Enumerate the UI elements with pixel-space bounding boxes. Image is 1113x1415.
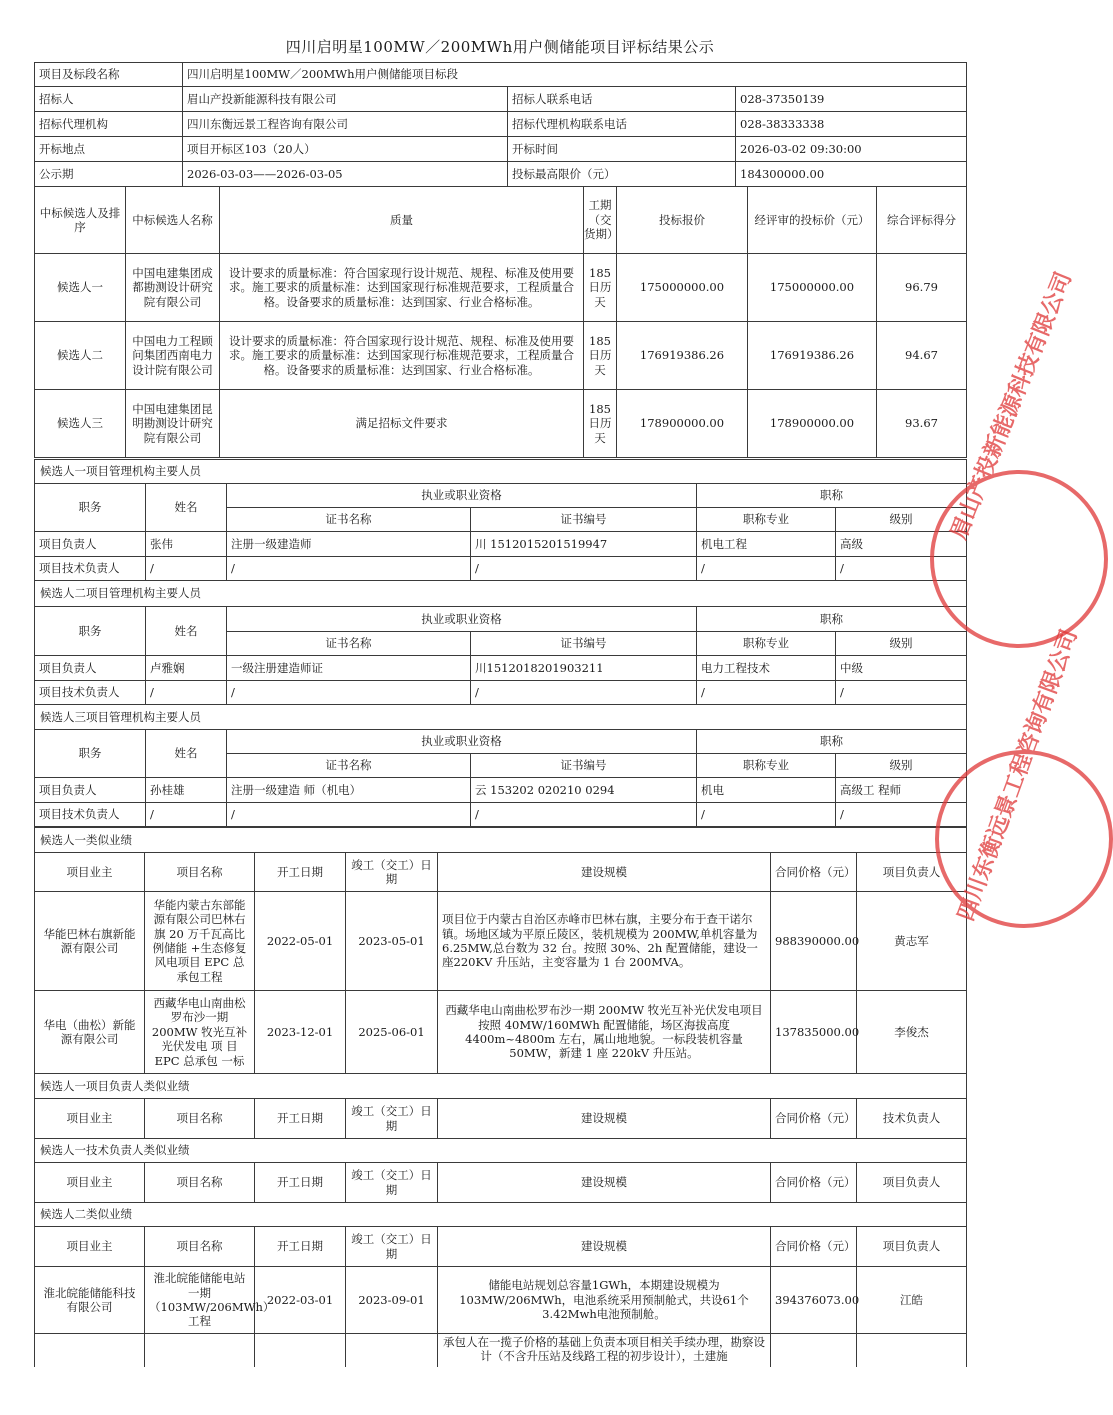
- cand-header-rank: 中标候选人及排序: [35, 187, 126, 254]
- staff-pos: 项目负责人: [35, 532, 146, 557]
- info-value-agency: 四川东衡远景工程咨询有限公司: [183, 112, 508, 137]
- perf-manager: 李俊杰: [857, 991, 967, 1074]
- perf-start: 2022-05-01: [255, 892, 346, 991]
- perf-scale: 承包人在一揽子价格的基础上负责本项目相关手续办理，勘察设计（不含升压站及线路工程的初步设计），土建施: [438, 1334, 771, 1404]
- perf-header-tech-manager: 技术负责人: [857, 1099, 967, 1139]
- staff-header-cert-name: 证书名称: [227, 754, 471, 778]
- perf-header-price: 合同价格（元）: [771, 853, 857, 892]
- staff-row: [35, 656, 967, 681]
- cand-score: 94.67: [877, 322, 967, 390]
- info-label-agency-phone: 招标代理机构联系电话: [508, 112, 736, 137]
- cand-rank: 候选人一: [35, 254, 126, 322]
- perf-header-price: 合同价格（元）: [771, 1163, 857, 1203]
- cand-name: 中国电力工程顾问集团西南电力设计院有限公司: [126, 322, 220, 390]
- staff-pos: 项目负责人: [35, 656, 146, 681]
- perf-section-title: 候选人一类似业绩: [35, 828, 967, 853]
- perf-header-start: 开工日期: [255, 853, 346, 892]
- staff-header-level: 级别: [836, 632, 967, 656]
- info-value-project: 四川启明星100MW／200MWh用户侧储能项目标段: [183, 63, 967, 87]
- staff-table-2: [34, 580, 967, 705]
- staff-cert: /: [227, 681, 471, 705]
- staff-name: 卢雅娴: [146, 656, 227, 681]
- info-value-open-time: 2026-03-02 09:30:00: [736, 137, 967, 162]
- perf-manager: 江皓: [857, 1267, 967, 1334]
- cand-quality: 设计要求的质量标准：符合国家现行设计规范、规程、标准及使用要求。施工要求的质量标准：达到国家现行标准规范要求，工程质量合格。设备要求的质量标准：达到国家、行业合格标准。: [220, 254, 584, 322]
- cand-evaluated: 178900000.00: [748, 390, 877, 458]
- perf-project: 淮北皖能储能电站一期（103MW/206MWh）工程: [145, 1267, 255, 1334]
- staff-level: 高级工 程师: [836, 778, 967, 803]
- staff-header-specialty: 职称专业: [697, 508, 836, 532]
- staff-cert-no: /: [471, 681, 697, 705]
- perf-owner: 淮北皖能储能科技有限公司: [35, 1267, 145, 1334]
- staff-row: [35, 778, 967, 803]
- info-label-period: 公示期: [35, 162, 183, 187]
- staff-level: /: [836, 803, 967, 827]
- cand-score: 96.79: [877, 254, 967, 322]
- candidates-table: [34, 186, 967, 458]
- info-table: [34, 62, 967, 187]
- staff-level: 中级: [836, 656, 967, 681]
- tenderer-seal: [930, 268, 1108, 648]
- perf-row: [35, 892, 967, 991]
- staff-spec: 电力工程技术: [697, 656, 836, 681]
- staff-section-title: 候选人一项目管理机构主要人员: [35, 460, 967, 484]
- perf-finish: 2023-05-01: [346, 892, 438, 991]
- candidate-row: [35, 254, 967, 322]
- info-value-tenderer-phone: 028-37350139: [736, 87, 967, 112]
- staff-level: 高级: [836, 532, 967, 557]
- staff-header-cert-no: 证书编号: [471, 754, 697, 778]
- staff-header-cert-name: 证书名称: [227, 508, 471, 532]
- staff-header-level: 级别: [836, 508, 967, 532]
- info-label-open-time: 开标时间: [508, 137, 736, 162]
- cand-bid: 176919386.26: [617, 322, 748, 390]
- staff-header-qualification: 执业或职业资格: [227, 607, 697, 632]
- staff-level: /: [836, 681, 967, 705]
- perf-row: [35, 991, 967, 1074]
- staff-spec: /: [697, 681, 836, 705]
- cand-period: 185日历天: [584, 390, 617, 458]
- performance-table: [34, 827, 967, 1404]
- perf-header-manager: 项目负责人: [857, 853, 967, 892]
- staff-header-cert-name: 证书名称: [227, 632, 471, 656]
- perf-finish: 2023-09-01: [346, 1267, 438, 1334]
- info-value-max-price: 184300000.00: [736, 162, 967, 187]
- perf-header-finish: 竣工（交工）日期: [346, 1163, 438, 1203]
- staff-header-level: 级别: [836, 754, 967, 778]
- perf-owner: 华电（曲松）新能源有限公司: [35, 991, 145, 1074]
- staff-spec: /: [697, 557, 836, 581]
- staff-name: /: [146, 803, 227, 827]
- perf-header-start: 开工日期: [255, 1227, 346, 1267]
- staff-pos: 项目技术负责人: [35, 803, 146, 827]
- perf-header-owner: 项目业主: [35, 1099, 145, 1139]
- staff-header-title: 职称: [697, 730, 967, 754]
- staff-name: /: [146, 681, 227, 705]
- cand-bid: 175000000.00: [617, 254, 748, 322]
- perf-manager: 黄志军: [857, 892, 967, 991]
- perf-header-finish: 竣工（交工）日期: [346, 853, 438, 892]
- staff-cert: /: [227, 803, 471, 827]
- cand-header-name: 中标候选人名称: [126, 187, 220, 254]
- perf-header-owner: 项目业主: [35, 853, 145, 892]
- info-label-max-price: 投标最高限价（元）: [508, 162, 736, 187]
- info-label-tenderer: 招标人: [35, 87, 183, 112]
- perf-header-project: 项目名称: [145, 1227, 255, 1267]
- cand-evaluated: 176919386.26: [748, 322, 877, 390]
- perf-header-price: 合同价格（元）: [771, 1099, 857, 1139]
- cand-score: 93.67: [877, 390, 967, 458]
- staff-cert-no: 云 153202 020210 0294: [471, 778, 697, 803]
- staff-name: /: [146, 557, 227, 581]
- staff-header-position: 职务: [35, 607, 146, 656]
- perf-price: 394376073.00: [771, 1267, 857, 1334]
- staff-name: 张伟: [146, 532, 227, 557]
- perf-header-scale: 建设规模: [438, 1163, 771, 1203]
- perf-scale: 项目位于内蒙古自治区赤峰市巴林右旗，主要分布于查干诺尔镇。场地区域为平原丘陵区，装机规模为 200MW,单机容量为6.25MW,总台数为 32 台。按照 30%、2h 配置储能，建设一座220KV 升压站，主变容量为 1 台 200MVA。: [438, 892, 771, 991]
- perf-header-manager: 项目负责人: [857, 1163, 967, 1203]
- staff-pos: 项目技术负责人: [35, 557, 146, 581]
- agency-seal-text: 四川东衡远景工程咨询有限公司: [953, 626, 1083, 925]
- perf-row: [35, 1267, 967, 1334]
- staff-spec: 机电工程: [697, 532, 836, 557]
- info-label-tenderer-phone: 招标人联系电话: [508, 87, 736, 112]
- staff-cert-no: /: [471, 803, 697, 827]
- cand-bid: 178900000.00: [617, 390, 748, 458]
- cand-period: 185日历天: [584, 322, 617, 390]
- staff-header-qualification: 执业或职业资格: [227, 730, 697, 754]
- staff-header-qualification: 执业或职业资格: [227, 484, 697, 508]
- staff-name: 孙桂雄: [146, 778, 227, 803]
- perf-section-title: 候选人一项目负责人类似业绩: [35, 1074, 967, 1099]
- staff-header-title: 职称: [697, 484, 967, 508]
- info-label-project: 项目及标段名称: [35, 63, 183, 87]
- cand-header-period: 工期（交货期）: [584, 187, 617, 254]
- perf-header-price: 合同价格（元）: [771, 1227, 857, 1267]
- staff-row: [35, 557, 967, 581]
- perf-price: 137835000.00: [771, 991, 857, 1074]
- perf-owner: 华能巴林右旗新能源有限公司: [35, 892, 145, 991]
- perf-project: 华能内蒙古东部能源有限公司巴林右旗 20 万千瓦高比例储能 +生态修复风电项目 EPC 总承包工程: [145, 892, 255, 991]
- staff-header-specialty: 职称专业: [697, 754, 836, 778]
- cand-rank: 候选人二: [35, 322, 126, 390]
- cand-name: 中国电建集团昆明勘测设计研究院有限公司: [126, 390, 220, 458]
- info-value-location: 项目开标区103（20人）: [183, 137, 508, 162]
- agency-seal: [935, 626, 1113, 928]
- perf-scale: 储能电站规划总容量1GWh，本期建设规模为103MW/206MWh，电池系统采用预制舱式，共设61个3.42Mwh电池预制舱。: [438, 1267, 771, 1334]
- perf-header-project: 项目名称: [145, 1163, 255, 1203]
- perf-header-start: 开工日期: [255, 1099, 346, 1139]
- staff-spec: 机电: [697, 778, 836, 803]
- info-value-period: 2026-03-03——2026-03-05: [183, 162, 508, 187]
- perf-start: 2023-12-01: [255, 991, 346, 1074]
- perf-header-finish: 竣工（交工）日期: [346, 1227, 438, 1267]
- staff-cert: 注册一级建造师: [227, 532, 471, 557]
- cand-header-bid: 投标报价: [617, 187, 748, 254]
- cand-name: 中国电建集团成都勘测设计研究院有限公司: [126, 254, 220, 322]
- staff-cert: 一级注册建造师证: [227, 656, 471, 681]
- staff-pos: 项目负责人: [35, 778, 146, 803]
- staff-header-position: 职务: [35, 484, 146, 532]
- staff-row: [35, 803, 967, 827]
- cand-header-score: 综合评标得分: [877, 187, 967, 254]
- staff-row: [35, 532, 967, 557]
- candidate-row: [35, 390, 967, 458]
- perf-scale: 西藏华电山南曲松罗布沙一期 200MW 牧光互补光伏发电项目按照 40MW/160MWh 配置储能，场区海拔高度4400m~4800m 左右，属山地地貌。一标段装机容量50MW，新建 1 座 220kV 升压站。: [438, 991, 771, 1074]
- staff-header-cert-no: 证书编号: [471, 632, 697, 656]
- perf-header-project: 项目名称: [145, 853, 255, 892]
- staff-cert: 注册一级建造 师（机电）: [227, 778, 471, 803]
- cand-rank: 候选人三: [35, 390, 126, 458]
- staff-cert-no: 川1512018201903211: [471, 656, 697, 681]
- staff-row: [35, 681, 967, 705]
- perf-project: 西藏华电山南曲松罗布沙一期 200MW 牧光互补光伏发电 项 目 EPC 总承包 一标: [145, 991, 255, 1074]
- perf-header-owner: 项目业主: [35, 1163, 145, 1203]
- staff-section-title: 候选人二项目管理机构主要人员: [35, 581, 967, 607]
- page-bottom-margin: [0, 1367, 1000, 1415]
- perf-section-title: 候选人二类似业绩: [35, 1203, 967, 1227]
- page-title: 四川启明星100MW／200MWh用户侧储能项目评标结果公示: [285, 38, 715, 56]
- cand-quality: 设计要求的质量标准：符合国家现行设计规范、规程、标准及使用要求。施工要求的质量标准：达到国家现行标准规范要求，工程质量合格。设备要求的质量标准：达到国家、行业合格标准。: [220, 322, 584, 390]
- staff-header-name: 姓名: [146, 607, 227, 656]
- cand-header-evaluated: 经评审的投标价（元）: [748, 187, 877, 254]
- staff-level: /: [836, 557, 967, 581]
- staff-spec: /: [697, 803, 836, 827]
- staff-header-name: 姓名: [146, 730, 227, 778]
- perf-header-manager: 项目负责人: [857, 1227, 967, 1267]
- info-label-location: 开标地点: [35, 137, 183, 162]
- staff-header-title: 职称: [697, 607, 967, 632]
- staff-header-specialty: 职称专业: [697, 632, 836, 656]
- perf-header-scale: 建设规模: [438, 1099, 771, 1139]
- info-label-agency: 招标代理机构: [35, 112, 183, 137]
- staff-cert: /: [227, 557, 471, 581]
- staff-cert-no: /: [471, 557, 697, 581]
- perf-section-title: 候选人一技术负责人类似业绩: [35, 1139, 967, 1163]
- candidate-row: [35, 322, 967, 390]
- perf-price: 988390000.00: [771, 892, 857, 991]
- perf-start: 2022-03-01: [255, 1267, 346, 1334]
- tenderer-seal-text: 眉山产投新能源科技有限公司: [946, 268, 1077, 544]
- perf-header-scale: 建设规模: [438, 853, 771, 892]
- staff-pos: 项目技术负责人: [35, 681, 146, 705]
- staff-header-position: 职务: [35, 730, 146, 778]
- staff-cert-no: 川 1512015201519947: [471, 532, 697, 557]
- perf-header-owner: 项目业主: [35, 1227, 145, 1267]
- cand-evaluated: 175000000.00: [748, 254, 877, 322]
- perf-finish: 2025-06-01: [346, 991, 438, 1074]
- perf-header-start: 开工日期: [255, 1163, 346, 1203]
- perf-header-finish: 竣工（交工）日期: [346, 1099, 438, 1139]
- cand-header-quality: 质量: [220, 187, 584, 254]
- staff-table-3: [34, 704, 967, 827]
- info-value-tenderer: 眉山产投新能源科技有限公司: [183, 87, 508, 112]
- cand-period: 185日历天: [584, 254, 617, 322]
- perf-header-project: 项目名称: [145, 1099, 255, 1139]
- staff-header-cert-no: 证书编号: [471, 508, 697, 532]
- staff-header-name: 姓名: [146, 484, 227, 532]
- info-value-agency-phone: 028-38333338: [736, 112, 967, 137]
- perf-header-scale: 建设规模: [438, 1227, 771, 1267]
- cand-quality: 满足招标文件要求: [220, 390, 584, 458]
- staff-table-1: [34, 459, 967, 581]
- staff-section-title: 候选人三项目管理机构主要人员: [35, 705, 967, 730]
